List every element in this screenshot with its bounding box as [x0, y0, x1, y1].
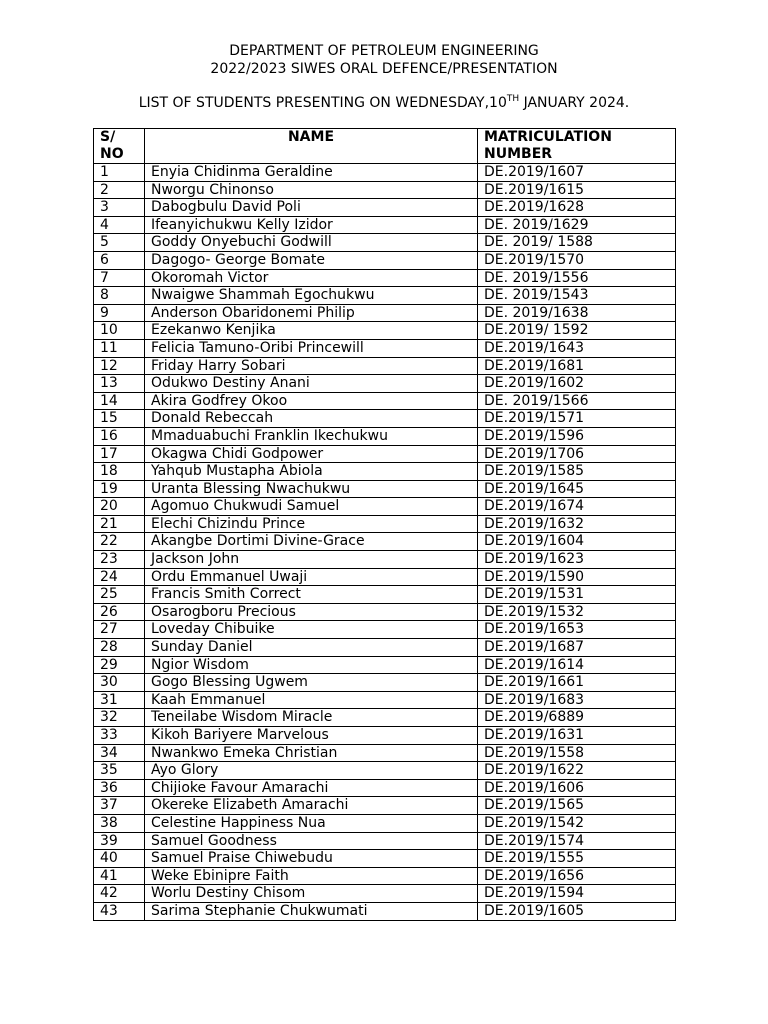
table-row	[94, 656, 676, 674]
cell-matric: DE.2019/1590	[478, 568, 676, 586]
list-title	[0, 94, 768, 114]
cell-matric: DE.2019/1607	[478, 164, 676, 182]
cell-matric: DE.2019/1596	[478, 427, 676, 445]
cell-sno: 1	[94, 164, 145, 182]
cell-matric: DE.2019/1681	[478, 357, 676, 375]
cell-name: Samuel Praise Chiwebudu	[145, 850, 478, 868]
table-row	[94, 181, 676, 199]
table-row	[94, 885, 676, 903]
cell-matric: DE.2019/1632	[478, 515, 676, 533]
table-row	[94, 287, 676, 305]
cell-sno: 22	[94, 533, 145, 551]
cell-sno: 26	[94, 603, 145, 621]
cell-matric: DE. 2019/1556	[478, 269, 676, 287]
cell-name: Akangbe Dortimi Divine-Grace	[145, 533, 478, 551]
table-row	[94, 427, 676, 445]
cell-sno: 30	[94, 674, 145, 692]
table-row	[94, 234, 676, 252]
header-sno-line1: S/	[100, 129, 116, 145]
cell-matric: DE. 2019/1566	[478, 392, 676, 410]
cell-name: Felicia Tamuno-Oribi Princewill	[145, 339, 478, 357]
table-row	[94, 586, 676, 604]
cell-name: Weke Ebinipre Faith	[145, 867, 478, 885]
table-row	[94, 480, 676, 498]
cell-name: Dabogbulu David Poli	[145, 199, 478, 217]
cell-matric: DE. 2019/1638	[478, 304, 676, 322]
cell-sno: 36	[94, 779, 145, 797]
cell-sno: 11	[94, 339, 145, 357]
table-row	[94, 375, 676, 393]
cell-sno: 33	[94, 727, 145, 745]
cell-sno: 25	[94, 586, 145, 604]
cell-matric: DE.2019/1645	[478, 480, 676, 498]
cell-matric: DE.2019/1631	[478, 727, 676, 745]
cell-name: Nwaigwe Shammah Egochukwu	[145, 287, 478, 305]
cell-name: Celestine Happiness Nua	[145, 814, 478, 832]
cell-matric: DE.2019/1623	[478, 551, 676, 569]
cell-name: Enyia Chidinma Geraldine	[145, 164, 478, 182]
cell-matric: DE.2019/1565	[478, 797, 676, 815]
cell-matric: DE.2019/1558	[478, 744, 676, 762]
header-sno	[94, 129, 145, 164]
cell-sno: 24	[94, 568, 145, 586]
table-row	[94, 533, 676, 551]
cell-sno: 34	[94, 744, 145, 762]
cell-matric: DE.2019/1602	[478, 375, 676, 393]
cell-matric: DE.2019/1574	[478, 832, 676, 850]
cell-name: Okereke Elizabeth Amarachi	[145, 797, 478, 815]
table-row	[94, 410, 676, 428]
table-row	[94, 463, 676, 481]
cell-matric: DE.2019/1606	[478, 779, 676, 797]
cell-name: Anderson Obaridonemi Philip	[145, 304, 478, 322]
cell-sno: 43	[94, 902, 145, 920]
cell-matric: DE.2019/1615	[478, 181, 676, 199]
cell-sno: 20	[94, 498, 145, 516]
cell-name: Sunday Daniel	[145, 639, 478, 657]
cell-name: Odukwo Destiny Anani	[145, 375, 478, 393]
cell-matric: DE.2019/1628	[478, 199, 676, 217]
cell-name: Worlu Destiny Chisom	[145, 885, 478, 903]
cell-sno: 6	[94, 251, 145, 269]
cell-sno: 4	[94, 216, 145, 234]
cell-matric: DE.2019/1653	[478, 621, 676, 639]
cell-sno: 31	[94, 691, 145, 709]
cell-matric: DE.2019/1532	[478, 603, 676, 621]
cell-matric: DE.2019/1683	[478, 691, 676, 709]
cell-name: Ezekanwo Kenjika	[145, 322, 478, 340]
cell-name: Nworgu Chinonso	[145, 181, 478, 199]
cell-sno: 9	[94, 304, 145, 322]
cell-sno: 42	[94, 885, 145, 903]
header-name: NAME	[145, 129, 478, 164]
table-row	[94, 199, 676, 217]
cell-name: Kikoh Bariyere Marvelous	[145, 727, 478, 745]
cell-name: Yahqub Mustapha Abiola	[145, 463, 478, 481]
cell-name: Teneilabe Wisdom Miracle	[145, 709, 478, 727]
cell-sno: 14	[94, 392, 145, 410]
header-matric-line1: MATRICULATION	[484, 129, 612, 145]
table-row	[94, 269, 676, 287]
cell-sno: 37	[94, 797, 145, 815]
cell-matric: DE.2019/6889	[478, 709, 676, 727]
cell-matric: DE.2019/1605	[478, 902, 676, 920]
table-row	[94, 850, 676, 868]
cell-sno: 27	[94, 621, 145, 639]
cell-name: Elechi Chizindu Prince	[145, 515, 478, 533]
cell-matric: DE.2019/1656	[478, 867, 676, 885]
cell-matric: DE.2019/1687	[478, 639, 676, 657]
cell-sno: 40	[94, 850, 145, 868]
cell-name: Agomuo Chukwudi Samuel	[145, 498, 478, 516]
cell-name: Francis Smith Correct	[145, 586, 478, 604]
cell-sno: 13	[94, 375, 145, 393]
header-matric-line2: NUMBER	[484, 146, 553, 162]
cell-sno: 5	[94, 234, 145, 252]
cell-matric: DE.2019/1614	[478, 656, 676, 674]
cell-name: Dagogo- George Bomate	[145, 251, 478, 269]
cell-sno: 28	[94, 639, 145, 657]
cell-matric: DE. 2019/1629	[478, 216, 676, 234]
cell-sno: 10	[94, 322, 145, 340]
table-row	[94, 216, 676, 234]
cell-name: Uranta Blessing Nwachukwu	[145, 480, 478, 498]
cell-matric: DE.2019/1571	[478, 410, 676, 428]
cell-matric: DE.2019/1604	[478, 533, 676, 551]
cell-name: Kaah Emmanuel	[145, 691, 478, 709]
cell-matric: DE.2019/1555	[478, 850, 676, 868]
department-title: DEPARTMENT OF PETROLEUM ENGINEERING	[229, 43, 539, 59]
cell-matric: DE. 2019/1543	[478, 287, 676, 305]
header-sno-line2: NO	[100, 146, 124, 162]
table-row	[94, 744, 676, 762]
table-row	[94, 164, 676, 182]
cell-name: Goddy Onyebuchi Godwill	[145, 234, 478, 252]
table-row	[94, 867, 676, 885]
cell-name: Okagwa Chidi Godpower	[145, 445, 478, 463]
table-row	[94, 603, 676, 621]
table-row	[94, 568, 676, 586]
table-row	[94, 797, 676, 815]
cell-matric: DE.2019/ 1592	[478, 322, 676, 340]
cell-matric: DE. 2019/ 1588	[478, 234, 676, 252]
table-row	[94, 832, 676, 850]
cell-name: Jackson John	[145, 551, 478, 569]
table-row	[94, 339, 676, 357]
cell-sno: 18	[94, 463, 145, 481]
cell-matric: DE.2019/1570	[478, 251, 676, 269]
cell-matric: DE.2019/1706	[478, 445, 676, 463]
cell-matric: DE.2019/1585	[478, 463, 676, 481]
cell-sno: 41	[94, 867, 145, 885]
table-row	[94, 779, 676, 797]
cell-name: Donald Rebeccah	[145, 410, 478, 428]
cell-name: Ordu Emmanuel Uwaji	[145, 568, 478, 586]
list-title-main: LIST OF STUDENTS PRESENTING ON WEDNESDAY,10	[138, 95, 507, 111]
list-title-date: JANUARY 2024.	[519, 95, 630, 111]
cell-matric: DE.2019/1661	[478, 674, 676, 692]
table-row	[94, 357, 676, 375]
table-row	[94, 498, 676, 516]
table-row	[94, 322, 676, 340]
cell-sno: 35	[94, 762, 145, 780]
table-row	[94, 762, 676, 780]
table-row	[94, 304, 676, 322]
cell-sno: 7	[94, 269, 145, 287]
cell-sno: 21	[94, 515, 145, 533]
table-header-row	[94, 129, 676, 164]
table-row	[94, 251, 676, 269]
cell-name: Loveday Chibuike	[145, 621, 478, 639]
cell-sno: 38	[94, 814, 145, 832]
cell-matric: DE.2019/1542	[478, 814, 676, 832]
cell-name: Samuel Goodness	[145, 832, 478, 850]
cell-name: Friday Harry Sobari	[145, 357, 478, 375]
table-row	[94, 639, 676, 657]
cell-name: Gogo Blessing Ugwem	[145, 674, 478, 692]
cell-sno: 32	[94, 709, 145, 727]
cell-sno: 29	[94, 656, 145, 674]
cell-sno: 19	[94, 480, 145, 498]
cell-sno: 16	[94, 427, 145, 445]
cell-name: Ayo Glory	[145, 762, 478, 780]
list-title-superscript: TH	[506, 94, 520, 104]
cell-name: Nwankwo Emeka Christian	[145, 744, 478, 762]
table-row	[94, 621, 676, 639]
cell-name: Sarima Stephanie Chukwumati	[145, 902, 478, 920]
table-row	[94, 674, 676, 692]
table-row	[94, 392, 676, 410]
cell-sno: 3	[94, 199, 145, 217]
cell-sno: 12	[94, 357, 145, 375]
students-table	[93, 128, 676, 921]
table-row	[94, 709, 676, 727]
cell-sno: 23	[94, 551, 145, 569]
cell-name: Mmaduabuchi Franklin Ikechukwu	[145, 427, 478, 445]
table-row	[94, 902, 676, 920]
cell-matric: DE.2019/1643	[478, 339, 676, 357]
table-row	[94, 445, 676, 463]
cell-matric: DE.2019/1674	[478, 498, 676, 516]
cell-name: Chijioke Favour Amarachi	[145, 779, 478, 797]
cell-matric: DE.2019/1531	[478, 586, 676, 604]
cell-sno: 39	[94, 832, 145, 850]
cell-sno: 2	[94, 181, 145, 199]
cell-matric: DE.2019/1622	[478, 762, 676, 780]
table-row	[94, 727, 676, 745]
table-row	[94, 515, 676, 533]
table-row	[94, 551, 676, 569]
cell-name: Ifeanyichukwu Kelly Izidor	[145, 216, 478, 234]
cell-sno: 17	[94, 445, 145, 463]
session-title: 2022/2023 SIWES ORAL DEFENCE/PRESENTATION	[210, 61, 558, 77]
cell-name: Ngior Wisdom	[145, 656, 478, 674]
cell-sno: 15	[94, 410, 145, 428]
cell-sno: 8	[94, 287, 145, 305]
cell-name: Akira Godfrey Okoo	[145, 392, 478, 410]
header-matric	[478, 129, 676, 164]
table-row	[94, 814, 676, 832]
table-row	[94, 691, 676, 709]
cell-name: Osarogboru Precious	[145, 603, 478, 621]
cell-matric: DE.2019/1594	[478, 885, 676, 903]
cell-name: Okoromah Victor	[145, 269, 478, 287]
